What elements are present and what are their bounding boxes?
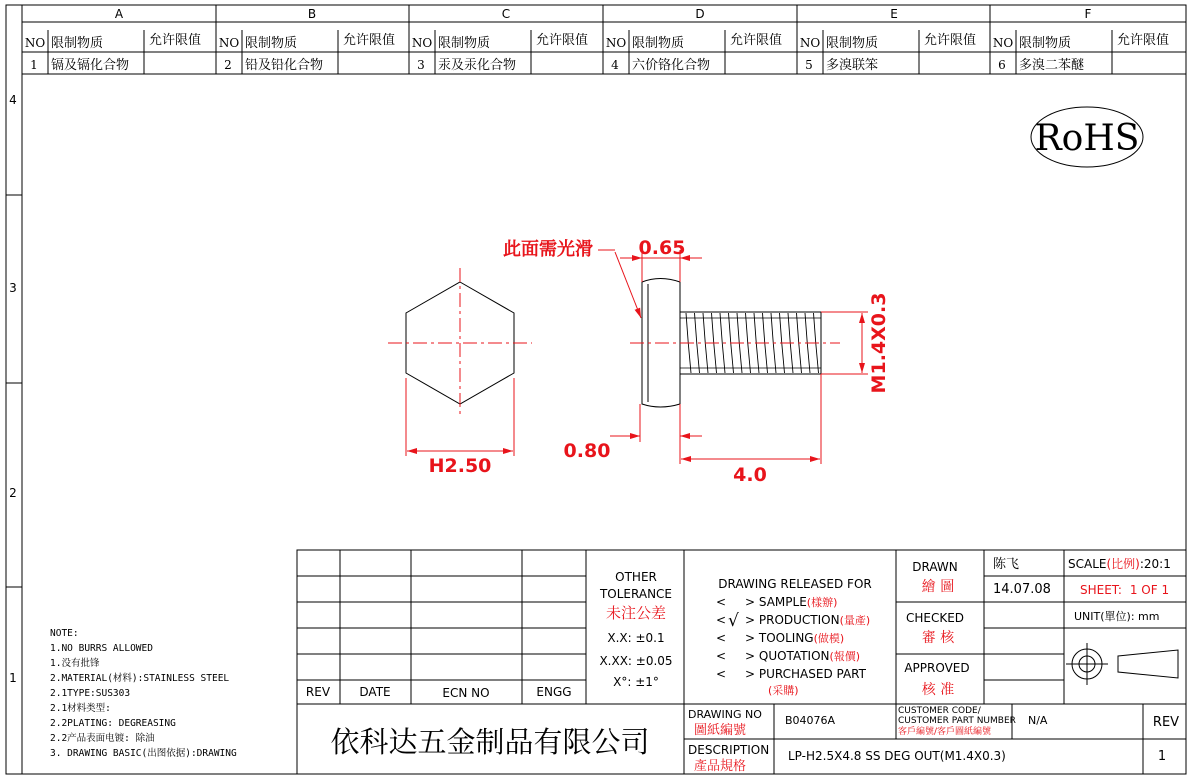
checked-label-cn: 審 核 <box>921 630 955 646</box>
projection-symbol <box>1066 643 1178 685</box>
drawn-by: 陈飞 <box>993 557 1020 572</box>
sheet-frame <box>6 5 1186 774</box>
header-no: NO <box>799 36 821 50</box>
ecn-header: ECN NO <box>442 686 490 700</box>
scale-value: :20:1 <box>1139 557 1171 571</box>
rohs-mark <box>1031 107 1143 167</box>
rohs-label: RoHS <box>1034 118 1140 159</box>
header-substance: 限制物质 <box>438 36 491 51</box>
tolerance-title-cn: 未注公差 <box>605 604 667 622</box>
header-substance: 限制物质 <box>245 36 298 51</box>
unit-label: UNIT(單位): mm <box>1074 610 1160 623</box>
release-label: > PURCHASED PART <box>745 667 866 681</box>
release-item <box>745 595 837 609</box>
drawn-label-cn: 繪 圖 <box>921 579 955 595</box>
head-top-dimension: 0.65 <box>638 237 686 259</box>
approved-label-cn: 核 准 <box>921 682 955 698</box>
tolerance-title-2: TOLERANCE <box>599 587 673 601</box>
header-limit: 允许限值 <box>149 33 202 48</box>
release-label-cn: (做模) <box>813 632 845 645</box>
drawing-no-value: B04076A <box>785 714 836 727</box>
header-no: NO <box>605 36 627 50</box>
note-line: 3. DRAWING BASIC(出图依据):DRAWING <box>50 748 237 759</box>
sheet-value: 1 OF 1 <box>1129 583 1170 597</box>
note-line: 2.2PLATING: DEGREASING <box>50 718 176 729</box>
header-substance: 限制物质 <box>632 36 685 51</box>
note-line: 1.没有批锋 <box>50 658 100 669</box>
thread-length-dimension: 4.0 <box>733 464 767 486</box>
zone-row-1: 1 <box>9 671 17 685</box>
customer-value: N/A <box>1028 714 1048 727</box>
zone-col-a: A <box>114 7 124 21</box>
customer-label-2: CUSTOMER PART NUMBER <box>898 716 1016 726</box>
note-line: 2.2产品表面电镀: 除油 <box>50 733 155 744</box>
header-limit: 允许限值 <box>730 33 783 48</box>
scale-label-cn: (比例) <box>1106 557 1140 571</box>
header-limit: 允许限值 <box>924 33 977 48</box>
release-marker: < <box>716 595 727 609</box>
engg-header: ENGG <box>536 685 572 699</box>
description-value: LP-H2.5X4.8 SS DEG OUT(M1.4X0.3) <box>788 749 1006 763</box>
note-line: NOTE: <box>50 628 79 639</box>
release-marker: < <box>716 649 727 663</box>
zone-col-c: C <box>501 7 511 21</box>
release-label-cn: (報價) <box>829 650 861 663</box>
release-check: √ <box>728 611 739 631</box>
substance-name: 镉及镉化合物 <box>51 58 130 73</box>
substance-name: 多溴联笨 <box>826 58 879 73</box>
drawing-no-label: DRAWING NO <box>688 708 762 721</box>
tolerance-angle: X°: ±1° <box>613 675 659 689</box>
substance-no: 6 <box>998 58 1006 72</box>
header-no: NO <box>218 36 240 50</box>
zone-row-2: 2 <box>9 486 17 500</box>
release-item <box>745 649 860 663</box>
release-item <box>745 631 844 645</box>
header-limit: 允许限值 <box>1117 33 1170 48</box>
zone-col-b: B <box>307 7 317 21</box>
tolerance-xx: X.X: ±0.1 <box>607 631 665 645</box>
notes-block <box>50 628 237 759</box>
release-label: > TOOLING <box>745 631 814 645</box>
thread-size-dimension: M1.4X0.3 <box>868 292 890 394</box>
substance-no: 1 <box>30 58 38 72</box>
drawn-date: 14.07.08 <box>993 582 1051 597</box>
substance-name: 铅及铅化合物 <box>245 58 324 73</box>
sheet-label: SHEET: <box>1080 583 1122 597</box>
zone-col-d: D <box>695 7 705 21</box>
release-label: > SAMPLE <box>745 595 807 609</box>
release-title: DRAWING RELEASED FOR <box>718 577 872 591</box>
date-header: DATE <box>359 685 391 699</box>
drawing-no-label-cn: 圖紙編號 <box>694 723 747 738</box>
surface-note: 此面需光滑 <box>503 239 593 260</box>
header-limit: 允许限值 <box>536 33 589 48</box>
header-no: NO <box>992 36 1014 50</box>
release-block <box>716 577 872 697</box>
rev-header: REV <box>305 685 331 699</box>
approved-label: APPROVED <box>904 661 970 675</box>
header-substance: 限制物质 <box>1019 36 1072 51</box>
zone-col-e: E <box>890 7 898 21</box>
substance-name: 多溴二苯醚 <box>1019 58 1085 73</box>
release-label-cn: (樣辦) <box>806 596 838 609</box>
description-label: DESCRIPTION <box>688 743 770 757</box>
scale-label: SCALE <box>1068 557 1107 571</box>
customer-label-cn: 客戶編號/客戶圖紙編號 <box>898 727 992 737</box>
hex-dimension: H2.50 <box>428 455 492 477</box>
substance-no: 2 <box>224 58 232 72</box>
tolerance-title-1: OTHER <box>615 570 657 584</box>
zone-row-3: 3 <box>9 281 17 295</box>
tolerance-xxx: X.XX: ±0.05 <box>599 654 673 668</box>
release-label: > QUOTATION <box>745 649 830 663</box>
sheet-field <box>1080 583 1169 597</box>
release-marker: < <box>716 667 727 681</box>
note-line: 2.1材料类型: <box>50 703 111 714</box>
zone-row-4: 4 <box>9 93 17 107</box>
rev-value: 1 <box>1157 749 1167 764</box>
release-item <box>745 667 867 697</box>
substance-no: 4 <box>611 58 619 72</box>
substance-name: 六价铬化合物 <box>632 58 711 73</box>
note-line: 2.MATERIAL(材料):STAINLESS STEEL <box>50 673 230 684</box>
header-substance: 限制物质 <box>826 36 879 51</box>
header-limit: 允许限值 <box>343 33 396 48</box>
scale-field <box>1068 556 1171 571</box>
drawn-label: DRAWN <box>912 560 958 574</box>
substance-no: 3 <box>417 58 425 72</box>
substance-name: 汞及汞化合物 <box>438 58 517 73</box>
release-label-cn: (采購) <box>768 684 799 697</box>
note-line: 2.1TYPE:SUS303 <box>50 688 131 699</box>
restricted-substance-table <box>22 22 1186 74</box>
head-length-dimension: 0.80 <box>563 440 611 462</box>
header-substance: 限制物质 <box>51 36 104 51</box>
rev-label: REV <box>1152 715 1180 730</box>
release-item <box>745 613 870 627</box>
note-line: 1.NO BURRS ALLOWED <box>50 643 153 654</box>
substance-no: 5 <box>805 58 813 72</box>
customer-label-1: CUSTOMER CODE/ <box>898 706 981 716</box>
checked-label: CHECKED <box>905 611 965 625</box>
zone-col-f: F <box>1084 7 1092 21</box>
release-marker: < <box>716 631 727 645</box>
release-label-cn: (量產) <box>839 614 871 627</box>
company-name: 依科达五金制品有限公司 <box>330 725 650 759</box>
release-marker: < <box>716 613 727 627</box>
hex-view <box>388 268 532 477</box>
description-label-cn: 產品規格 <box>694 759 747 774</box>
header-no: NO <box>411 36 433 50</box>
release-label: > PRODUCTION <box>745 613 840 627</box>
header-no: NO <box>24 36 46 50</box>
screw-side-view <box>503 237 890 486</box>
